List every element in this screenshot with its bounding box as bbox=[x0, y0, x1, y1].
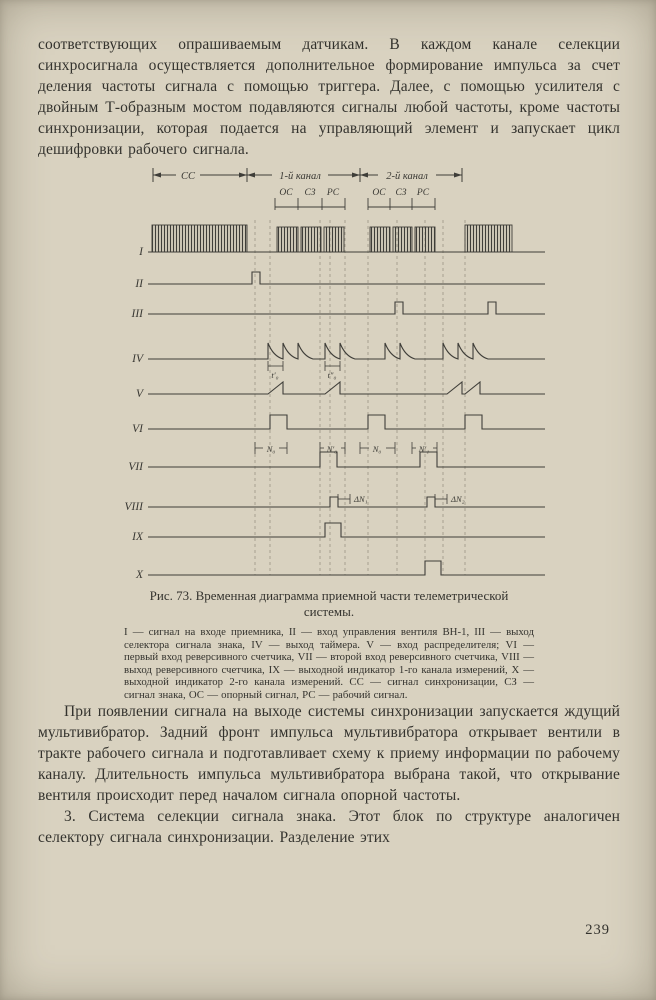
trace-label-7: VII bbox=[128, 461, 143, 473]
trace-waveform-7 bbox=[148, 452, 545, 467]
annotation-delta-n1: ΔN₁ bbox=[354, 494, 368, 504]
n-dimension-marks bbox=[255, 442, 437, 454]
trace-waveform-1 bbox=[148, 225, 545, 252]
label-channel-1: 1-й канал bbox=[279, 171, 321, 182]
page-number: 239 bbox=[585, 922, 610, 938]
trace-label-3: III bbox=[131, 308, 143, 320]
subheader-dimension-lines bbox=[275, 198, 435, 210]
annotation-n1-prime: N′₁ bbox=[418, 444, 430, 454]
label-rs-1: РС bbox=[326, 188, 340, 198]
trace-waveform-8 bbox=[148, 497, 545, 507]
annotation-n0-prime: N′₀ bbox=[326, 444, 338, 454]
paragraph-1: соответствующих опрашиваемым датчикам. В каждом канале селекции синхросигнала осуществляется дополнительное формирование импульса за счет деления частоты сигнала с помощью триггера. Далее, с помощью усилителя с двойным Т-образным мостом подавляются сигналы любой частоты, кроме частоты синхронизации, которая подается на управляющий элемент и запускает цикл дешифровки рабочего сигнала. bbox=[38, 36, 620, 158]
trace-waveform-5 bbox=[148, 382, 545, 394]
trace-label-4: IV bbox=[132, 353, 143, 365]
label-os-1: ОС bbox=[279, 188, 293, 198]
label-sz-1: СЗ bbox=[304, 188, 316, 198]
timing-diagram bbox=[115, 162, 555, 584]
trace-waveform-9 bbox=[148, 523, 545, 537]
label-channel-2: 2-й канал bbox=[386, 171, 428, 182]
annotation-delta-n2: ΔN₂ bbox=[451, 494, 465, 504]
trace-waveform-2 bbox=[148, 272, 545, 284]
figure-caption: Рис. 73. Временная диаграмма приемной части телеметрической системы. bbox=[149, 588, 509, 619]
trace-waveform-6 bbox=[148, 415, 545, 429]
trace-label-5: V bbox=[135, 388, 143, 400]
label-rs-2: РС bbox=[416, 188, 430, 198]
annotation-t0-double-prime: t″₀ bbox=[327, 370, 337, 380]
annotation-t0-prime: t′₀ bbox=[271, 370, 279, 380]
trace-label-8: VIII bbox=[124, 501, 143, 513]
annotation-n0-a: N₀ bbox=[266, 444, 276, 454]
figure-73 bbox=[38, 162, 620, 701]
trace-waveform-10 bbox=[148, 561, 545, 575]
figure-legend: I — сигнал на входе приемника, II — вход управления вентиля ВН-1, III — выход селектора сигнала знака, IV — выход таймера. V — вход распределителя; VI — первый вход реверсивного счетчика, VII — второй вход реверсивного счетчика, VIII — выход реверсивного счетчика, IX — выходной индикатор 1-го канала измерений, X — выходной индикатор 2-го канала измерений. СС — сигнал синхронизации, СЗ — сигнал знака, ОС — опорный сигнал, РС — рабочий сигнал. bbox=[124, 626, 534, 701]
annotation-n0-b: N₀ bbox=[372, 444, 382, 454]
label-cc: СС bbox=[180, 171, 196, 182]
label-sz-2: СЗ bbox=[395, 188, 407, 198]
trace-waveform-3 bbox=[148, 302, 545, 314]
paragraph-2: При появлении сигнала на выходе системы синхронизации запускается ждущий мультивибратор. Задний фронт импульса мультивибратора открывает вентили в тракте рабочего сигнала и подготавливает схему к приему информации по рабочему каналу. Длительность импульса мультивибратора выбрана такой, что открывание вентиля происходит перед началом сигнала опорной частоты. bbox=[38, 703, 620, 804]
label-os-2: ОС bbox=[372, 188, 386, 198]
trace-waveform-4 bbox=[148, 343, 545, 359]
page-content bbox=[38, 34, 620, 848]
trace-label-10: X bbox=[135, 569, 143, 581]
trace-label-2: II bbox=[135, 278, 143, 290]
paragraph-3: 3. Система селекции сигнала знака. Этот блок по структуре аналогичен селектору сигнала синхронизации. Разделение этих bbox=[38, 808, 620, 846]
trace-label-9: IX bbox=[132, 531, 143, 543]
dashed-guides bbox=[255, 220, 465, 575]
trace-label-1: I bbox=[139, 246, 143, 258]
trace-label-6: VI bbox=[132, 423, 143, 435]
